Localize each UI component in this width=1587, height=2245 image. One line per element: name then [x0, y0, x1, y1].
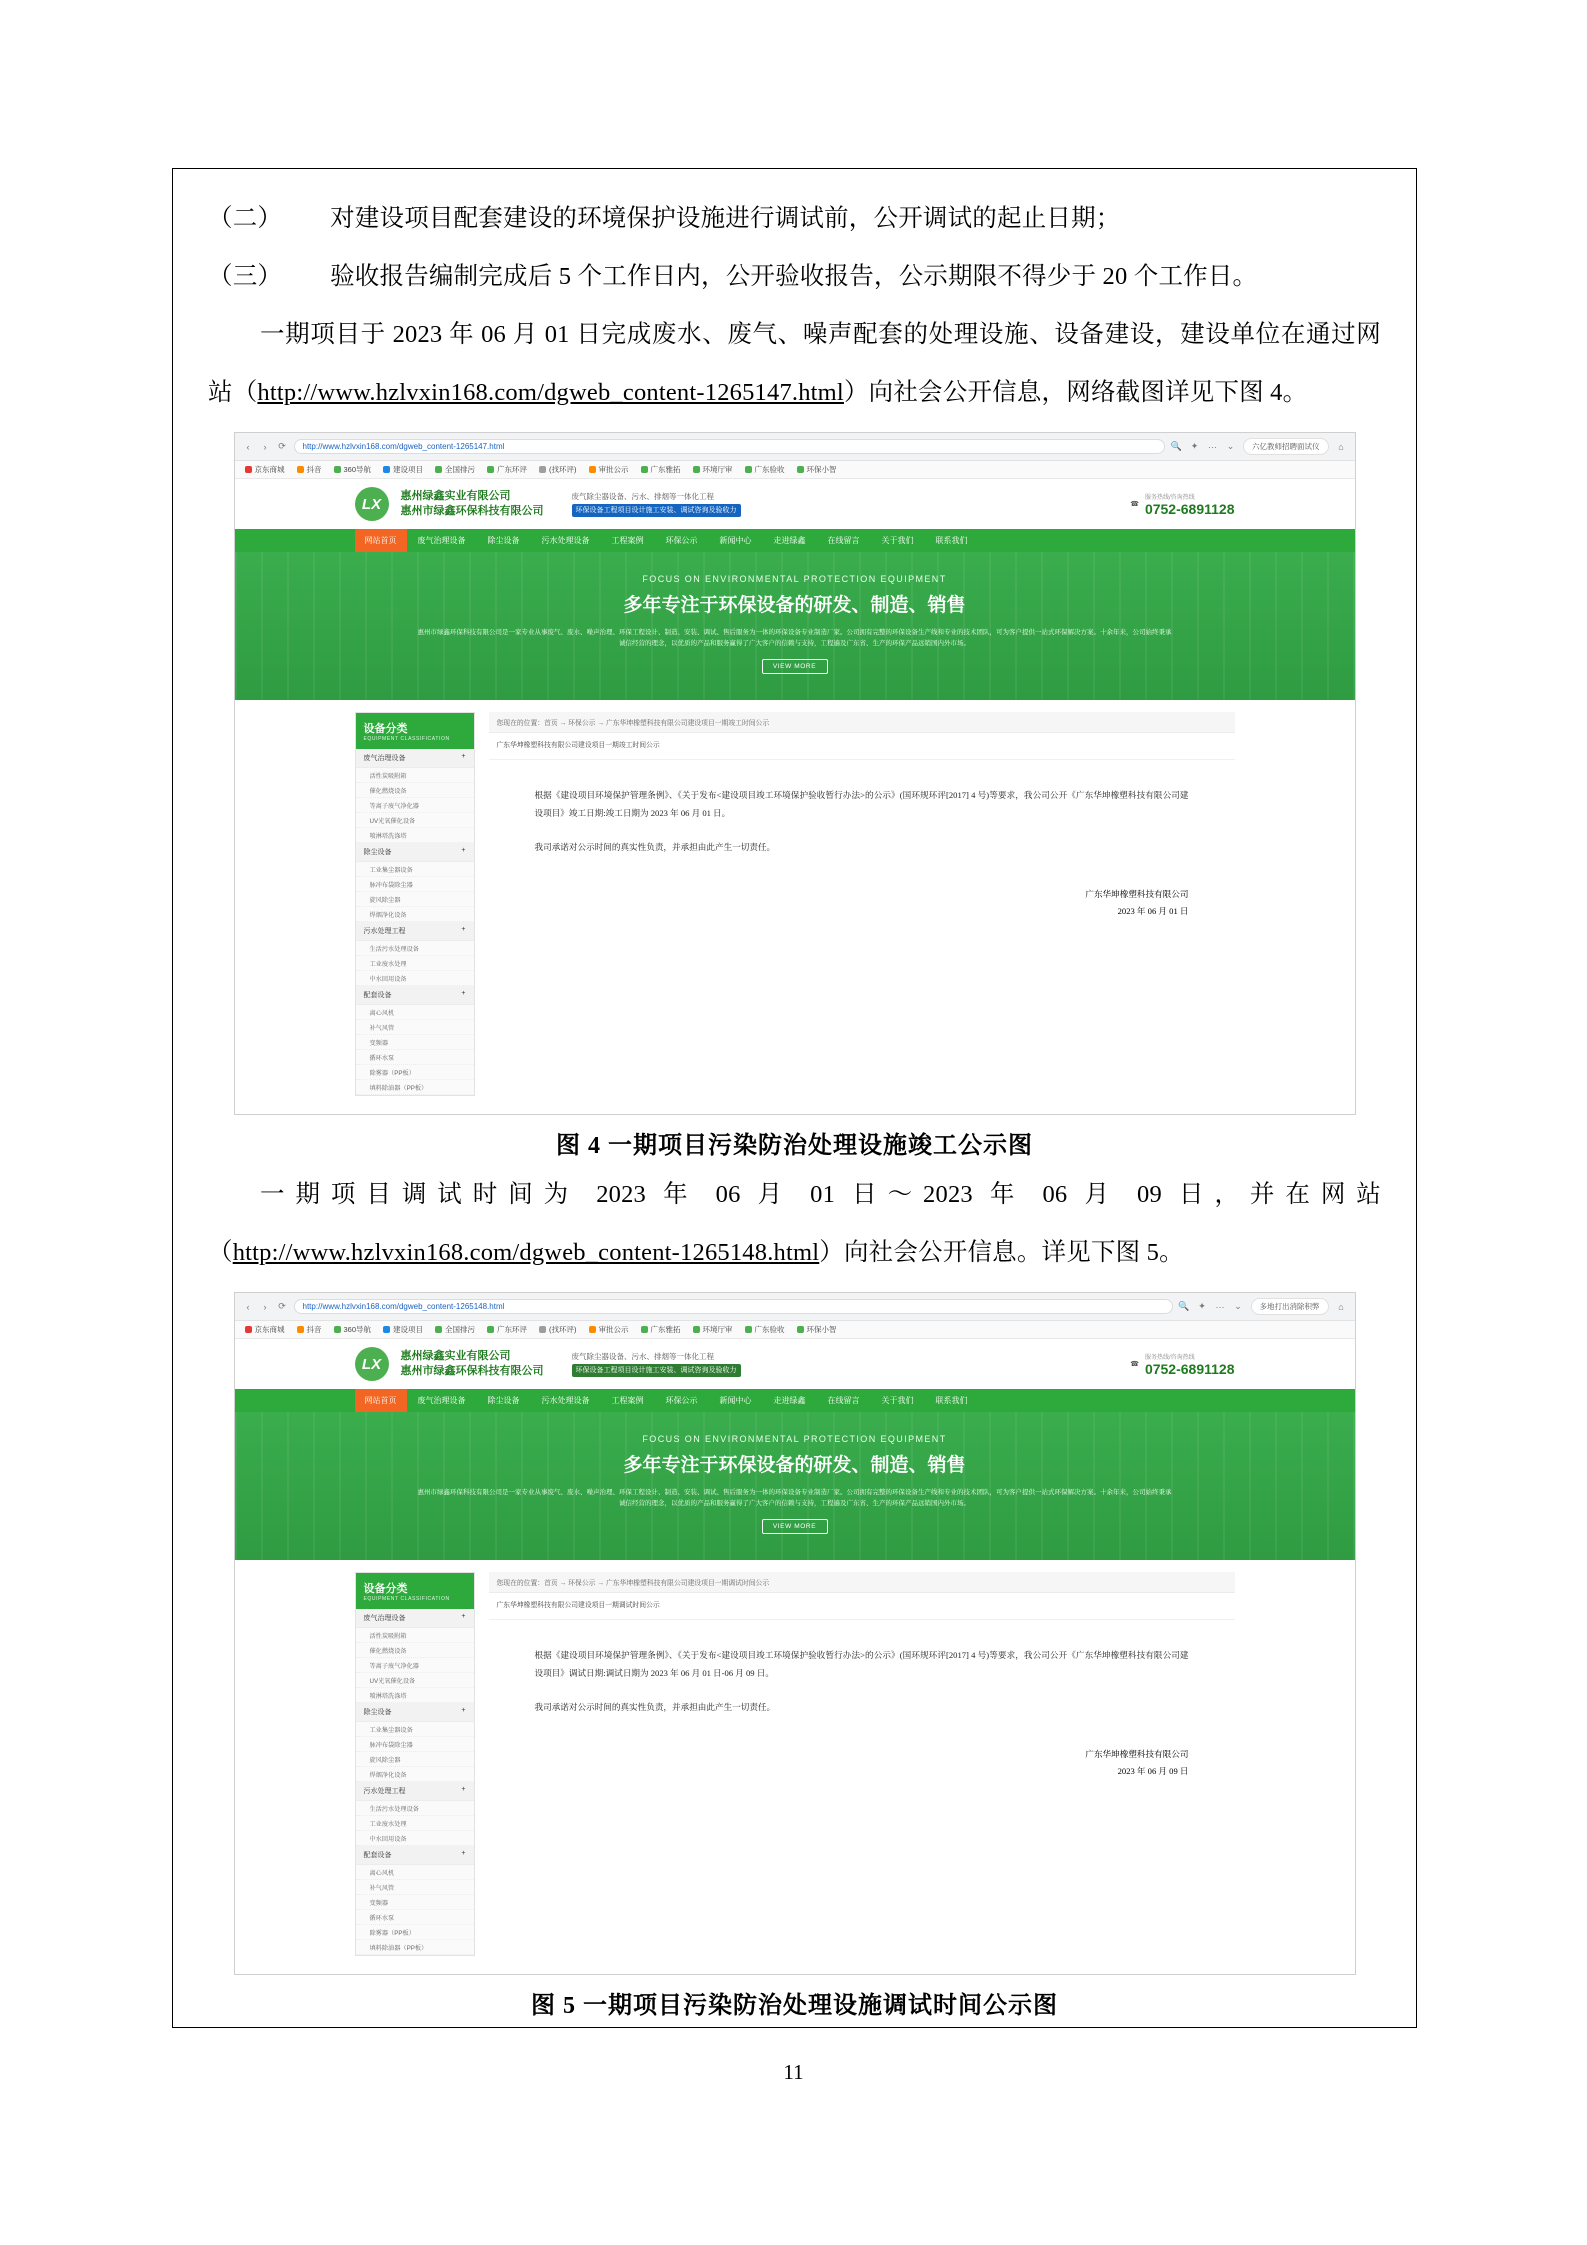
category-group[interactable]	[356, 843, 474, 862]
nav-item-8[interactable]: 关于我们	[881, 536, 914, 545]
nav-item-1[interactable]: 除尘设备	[487, 536, 520, 545]
bookmark-label: 广东环评	[497, 1325, 528, 1334]
site-header	[235, 479, 1355, 529]
category-sub-item[interactable]: 生活污水处理设备	[356, 1801, 474, 1816]
figure-5	[208, 1292, 1381, 1975]
category-title-sub: EQUIPMENT CLASSIFICATION	[363, 1596, 450, 1602]
bookmark-item[interactable]	[539, 1324, 577, 1335]
bookmark-label: (找环评)	[549, 1325, 577, 1334]
bookmark-favicon-icon	[539, 466, 546, 473]
bookmark-item[interactable]	[693, 464, 733, 475]
category-expand-icon: +	[461, 1613, 466, 1620]
phone-label: 服务热线/咨询热线	[1144, 1354, 1195, 1361]
category-sub-item[interactable]: 除雾器（PP板）	[356, 1065, 474, 1080]
category-sub-item[interactable]: 工业废水处理	[356, 1816, 474, 1831]
category-sub-item[interactable]: 除雾器（PP板）	[356, 1925, 474, 1940]
category-group[interactable]	[356, 922, 474, 941]
category-sub-item[interactable]: 补气风管	[356, 1880, 474, 1895]
category-expand-icon: +	[461, 753, 466, 760]
category-group-label: 污水处理工程	[363, 1788, 406, 1795]
toolbar-actions	[1171, 438, 1347, 455]
nav-item-3[interactable]: 工程案例	[611, 1396, 644, 1405]
toolbar-actions	[1179, 1298, 1347, 1315]
category-group[interactable]	[356, 1782, 474, 1801]
bookmark-label: 广东验收	[754, 465, 785, 474]
bookmark-label: 广东雅拓	[650, 465, 681, 474]
category-group[interactable]	[356, 749, 474, 768]
bookmark-label: 360导航	[343, 1325, 372, 1334]
category-sub-item[interactable]: 变频器	[356, 1895, 474, 1910]
bookmark-favicon-icon	[589, 1326, 596, 1333]
url-link-1265147[interactable]: http://www.hzlvxin168.com/dgweb_content-1265147.html	[257, 379, 844, 406]
nav-item-4[interactable]: 环保公示	[665, 1396, 698, 1405]
site-nav-1	[235, 529, 1355, 552]
announcement-body	[489, 1620, 1235, 1742]
bookmark-favicon-icon	[641, 1326, 648, 1333]
category-sub-item[interactable]: 催化燃烧设备	[356, 1643, 474, 1658]
bookmark-item[interactable]	[383, 464, 423, 475]
bookmark-label: (找环评)	[549, 465, 577, 474]
category-sub-item[interactable]: 填料除油器（PP板）	[356, 1080, 474, 1095]
category-sub-item[interactable]: 脉冲布袋除尘器	[356, 877, 474, 892]
category-sub-item[interactable]: 喷淋塔洗涤塔	[356, 828, 474, 843]
list-item	[208, 248, 1381, 306]
category-sub-item[interactable]: 等离子废气净化器	[356, 1658, 474, 1673]
company-logo-icon: LX	[355, 1347, 389, 1381]
nav-item-0[interactable]: 废气治理设备	[417, 536, 466, 545]
bookmark-item[interactable]	[589, 1324, 629, 1335]
company-name	[401, 1349, 544, 1379]
announcement-title: 广东华坤橡塑科技有限公司建设项目一期调试时间公示	[489, 1593, 1235, 1620]
paragraph-text-a: 一期项目调试时间为 2023 年 06 月 01 日～2023 年 06 月 09 日，并在网站（	[208, 1181, 1381, 1266]
bookmark-item[interactable]	[539, 464, 577, 475]
bookmark-label: 环境厅审	[702, 1325, 733, 1334]
category-sub-item[interactable]: 变频器	[356, 1035, 474, 1050]
category-group[interactable]	[356, 1609, 474, 1628]
announcement-signature	[489, 1742, 1235, 1806]
nav-item-8[interactable]: 关于我们	[881, 1396, 914, 1405]
category-sub-item[interactable]: UV光氧催化设备	[356, 813, 474, 828]
nav-item-6[interactable]: 走进绿鑫	[773, 1396, 806, 1405]
bookmark-item[interactable]	[297, 464, 322, 475]
company-name-line1: 惠州绿鑫实业有限公司	[400, 1350, 511, 1362]
nav-item-1[interactable]: 除尘设备	[487, 1396, 520, 1405]
category-sub-item[interactable]: 填料除油器（PP板）	[356, 1940, 474, 1955]
category-sub-item[interactable]: 工业集尘器设备	[356, 862, 474, 877]
bookmarks-bar-2	[235, 1321, 1355, 1339]
bookmark-item[interactable]	[641, 1324, 681, 1335]
announcement-area-2	[489, 1572, 1235, 1806]
category-sub-item[interactable]: 等离子废气净化器	[356, 798, 474, 813]
nav-item-2[interactable]: 污水处理设备	[541, 1396, 590, 1405]
category-sub-item[interactable]: UV光氧催化设备	[356, 1673, 474, 1688]
hero-view-more-button[interactable]: VIEW MORE	[762, 659, 828, 674]
bookmark-label: 审批公示	[598, 465, 629, 474]
address-bar[interactable]: http://www.hzlvxin168.com/dgweb_content-1265147.html	[294, 439, 1166, 454]
header-tagline-line1: 废气除尘器设备、污水、排烟等一体化工程	[571, 492, 714, 501]
bookmark-favicon-icon	[383, 466, 390, 473]
category-sub-item[interactable]: 脉冲布袋除尘器	[356, 1737, 474, 1752]
list-item-text: 对建设项目配套建设的环境保护设施进行调试前，公开调试的起止日期；	[330, 205, 1121, 232]
category-sub-item[interactable]: 喷淋塔洗涤塔	[356, 1688, 474, 1703]
star-icon[interactable]: ✦	[1198, 1301, 1206, 1311]
bookmark-label: 建设项目	[393, 1325, 424, 1334]
category-title-text: 设备分类	[363, 723, 408, 735]
chevron-down-icon[interactable]: ⌄	[1226, 441, 1235, 451]
nav-item-home[interactable]: 网站首页	[355, 1389, 407, 1412]
bookmark-item[interactable]	[383, 1324, 423, 1335]
list-item-marker: （三）	[208, 263, 283, 290]
header-tagline	[572, 491, 741, 517]
category-group[interactable]	[356, 1846, 474, 1865]
category-expand-icon: +	[461, 990, 466, 997]
bookmark-favicon-icon	[797, 466, 804, 473]
hero-banner-2	[235, 1412, 1355, 1560]
bookmark-item[interactable]	[797, 464, 837, 475]
bookmark-item[interactable]	[297, 1324, 322, 1335]
bookmark-item[interactable]	[745, 1324, 785, 1335]
nav-item-9[interactable]: 联系我们	[935, 1396, 968, 1405]
bookmark-label: 抖音	[306, 465, 322, 474]
browser-window-1	[234, 432, 1356, 1115]
bookmark-favicon-icon	[641, 466, 648, 473]
category-sub-item[interactable]: 工业集尘器设备	[356, 1722, 474, 1737]
category-sub-item[interactable]: 补气风管	[356, 1020, 474, 1035]
announcement-signature	[489, 882, 1235, 946]
announcement-paragraph-2: 我司承诺对公示时间的真实性负责，并承担由此产生一切责任。	[534, 1702, 776, 1712]
bookmark-item[interactable]	[641, 464, 681, 475]
home-icon[interactable]: ⌂	[1338, 441, 1344, 452]
category-group[interactable]	[356, 986, 474, 1005]
site-header	[235, 1339, 1355, 1389]
header-phone	[1130, 1352, 1234, 1377]
category-sub-item[interactable]: 焊烟净化设备	[356, 907, 474, 922]
category-sub-item[interactable]: 中水回用设备	[356, 971, 474, 986]
back-icon[interactable]: ‹	[246, 441, 250, 452]
bookmark-label: 审批公示	[598, 1325, 629, 1334]
breadcrumb: 您现在的位置：首页 → 环保公示 → 广东华坤橡塑科技有限公司建设项目一期竣工时间公示	[489, 712, 1235, 733]
site-body-1	[235, 700, 1355, 1114]
page-content	[180, 176, 1409, 2026]
list-item	[208, 190, 1381, 248]
bookmark-label: 360导航	[343, 465, 372, 474]
signature-company: 广东华坤橡塑科技有限公司	[1085, 889, 1189, 899]
hero-kicker: FOCUS ON ENVIRONMENTAL PROTECTION EQUIPMENT	[642, 574, 947, 584]
bookmark-favicon-icon	[589, 466, 596, 473]
phone-icon: ☎	[1130, 501, 1139, 508]
bookmark-favicon-icon	[297, 466, 304, 473]
category-sub-item[interactable]: 旋风除尘器	[356, 892, 474, 907]
bookmark-favicon-icon	[334, 1326, 341, 1333]
bookmark-label: 建设项目	[393, 465, 424, 474]
hero-banner-1	[235, 552, 1355, 700]
bookmark-label: 环保小智	[806, 465, 837, 474]
list-item-marker: （二）	[208, 205, 283, 232]
bookmark-label: 京东商城	[254, 465, 285, 474]
category-sub-item[interactable]: 循环水泵	[356, 1910, 474, 1925]
category-sub-item[interactable]: 焊烟净化设备	[356, 1767, 474, 1782]
nav-item-2[interactable]: 污水处理设备	[541, 536, 590, 545]
bookmark-favicon-icon	[487, 1326, 494, 1333]
category-sub-item[interactable]: 工业废水处理	[356, 956, 474, 971]
bookmark-favicon-icon	[334, 466, 341, 473]
nav-item-5[interactable]: 新闻中心	[719, 536, 752, 545]
browser-search-box[interactable]: 六亿教师招聘面试仪	[1243, 438, 1329, 455]
address-bar[interactable]: http://www.hzlvxin168.com/dgweb_content-1265148.html	[294, 1299, 1173, 1314]
category-title-sub: EQUIPMENT CLASSIFICATION	[363, 736, 450, 742]
paragraph-text-b: ）向社会公开信息，网络截图详见下图 4。	[843, 379, 1308, 406]
bookmarks-bar-1	[235, 461, 1355, 479]
forward-icon[interactable]: ›	[263, 1301, 267, 1312]
chevron-down-icon[interactable]: ⌄	[1234, 1301, 1242, 1311]
menu-icon[interactable]: ···	[1215, 1301, 1225, 1312]
header-tagline-line1: 废气除尘器设备、污水、排烟等一体化工程	[571, 1352, 714, 1361]
category-sub-item[interactable]: 活性炭吸附箱	[356, 768, 474, 783]
page-number: 11	[783, 2060, 804, 2084]
site-nav-2	[235, 1389, 1355, 1412]
category-sub-item[interactable]: 催化燃烧设备	[356, 783, 474, 798]
hero-kicker: FOCUS ON ENVIRONMENTAL PROTECTION EQUIPMENT	[642, 1434, 947, 1444]
category-sub-item[interactable]: 活性炭吸附箱	[356, 1628, 474, 1643]
bookmark-favicon-icon	[797, 1326, 804, 1333]
website-content-1	[235, 479, 1355, 1114]
category-group[interactable]	[356, 1703, 474, 1722]
bookmark-item[interactable]	[797, 1324, 837, 1335]
reload-icon[interactable]: ⟳	[278, 1301, 286, 1311]
phone-label: 服务热线/咨询热线	[1144, 494, 1195, 501]
bookmark-label: 京东商城	[254, 1325, 285, 1334]
nav-item-6[interactable]: 走进绿鑫	[773, 536, 806, 545]
category-expand-icon: +	[461, 1707, 466, 1714]
nav-item-0[interactable]: 废气治理设备	[417, 1396, 466, 1405]
category-sidebar-title	[356, 713, 474, 749]
bookmark-label: 环境厅审	[702, 465, 733, 474]
forward-icon[interactable]: ›	[263, 441, 267, 452]
company-name-line1: 惠州绿鑫实业有限公司	[400, 490, 511, 502]
category-expand-icon: +	[461, 926, 466, 933]
header-badge: 环保设备工程项目设计施工安装、调试咨询及验收力	[572, 504, 741, 517]
back-icon[interactable]: ‹	[246, 1301, 250, 1312]
category-sub-item[interactable]: 旋风除尘器	[356, 1752, 474, 1767]
category-group-label: 废气治理设备	[363, 1615, 406, 1622]
category-sidebar-1	[355, 712, 475, 1096]
nav-item-5[interactable]: 新闻中心	[719, 1396, 752, 1405]
bookmark-item[interactable]	[435, 464, 475, 475]
nav-item-7[interactable]: 在线留言	[827, 1396, 860, 1405]
company-name-line2: 惠州市绿鑫环保科技有限公司	[400, 505, 544, 517]
nav-item-7[interactable]: 在线留言	[827, 536, 860, 545]
browser-search-box[interactable]: 多地打出消除积弊	[1251, 1298, 1329, 1315]
bookmark-favicon-icon	[539, 1326, 546, 1333]
bookmark-label: 抖音	[306, 1325, 322, 1334]
category-group-label: 除尘设备	[363, 1709, 392, 1716]
bookmark-item[interactable]	[334, 464, 372, 475]
search-icon[interactable]: 🔍	[1170, 441, 1183, 451]
menu-icon[interactable]: ···	[1208, 441, 1217, 452]
signature-company: 广东华坤橡塑科技有限公司	[1085, 1749, 1189, 1759]
figure-5-caption: 图 5 一期项目污染防治处理设施调试时间公示图	[531, 1993, 1058, 2019]
reload-icon[interactable]: ⟳	[278, 441, 286, 451]
announcement-area-1	[489, 712, 1235, 946]
figure-4	[208, 432, 1381, 1115]
breadcrumb: 您现在的位置：首页 → 环保公示 → 广东华坤橡塑科技有限公司建设项目一期调试时间公示	[489, 1572, 1235, 1593]
signature-date: 2023 年 06 月 09 日	[1117, 1766, 1189, 1776]
paragraph-figure4-intro	[208, 306, 1381, 422]
category-expand-icon: +	[461, 1786, 466, 1793]
bookmark-item[interactable]	[245, 464, 285, 475]
category-sidebar-title	[356, 1573, 474, 1609]
category-group-label: 配套设备	[363, 1852, 392, 1859]
category-sidebar-2	[355, 1572, 475, 1956]
nav-item-home[interactable]: 网站首页	[355, 529, 407, 552]
figure-4-caption: 图 4 一期项目污染防治处理设施竣工公示图	[556, 1133, 1033, 1159]
company-name	[401, 489, 544, 519]
home-icon[interactable]: ⌂	[1338, 1301, 1344, 1312]
search-icon[interactable]: 🔍	[1178, 1301, 1190, 1311]
header-phone	[1130, 492, 1234, 517]
bookmark-favicon-icon	[435, 466, 442, 473]
bookmark-item[interactable]	[487, 464, 527, 475]
category-sub-item[interactable]: 循环水泵	[356, 1050, 474, 1065]
browser-toolbar-1	[235, 433, 1355, 461]
category-group-label: 污水处理工程	[363, 928, 406, 935]
hero-description: 惠州市绿鑫环保科技有限公司是一家专业从事废气、废水、噪声治理、环保工程设计、制造、安装、调试、售后服务为一体的环保设备专业制造厂家。公司拥有完整的环保设备生产线和专业的技术团队，可为客户提供一站式环保解决方案。十余年来，公司始终秉承诚信经营的理念，以优质的产品和服务赢得了广大客户的信赖与支持，工程遍及广东省、生产的环保产品远销国内外市场。	[417, 1489, 1172, 1507]
bookmark-favicon-icon	[693, 1326, 700, 1333]
category-group-label: 除尘设备	[363, 849, 392, 856]
category-title-text: 设备分类	[363, 1583, 408, 1595]
bookmark-favicon-icon	[745, 466, 752, 473]
url-link-1265148[interactable]: http://www.hzlvxin168.com/dgweb_content-1265148.html	[232, 1239, 820, 1266]
phone-block	[1145, 492, 1235, 517]
bookmark-item[interactable]	[245, 1324, 285, 1335]
hero-title: 多年专注于环保设备的研发、制造、销售	[623, 1455, 966, 1476]
announcement-body	[489, 760, 1235, 882]
site-body-2	[235, 1560, 1355, 1974]
bookmark-favicon-icon	[745, 1326, 752, 1333]
bookmark-favicon-icon	[693, 466, 700, 473]
bookmark-item[interactable]	[334, 1324, 372, 1335]
announcement-paragraph-1: 根据《建设项目环境保护管理条例》、《关于发布<建设项目竣工环境保护验收暂行办法>的公示》(国环规环评[2017] 4 号)等要求，我公司公开《广东华坤橡塑科技有限公司建设项目》调试日期:调试日期为 2023 年 06 月 01 日-06 月 09 日。	[534, 1650, 1189, 1678]
paragraph-figure5-intro	[208, 1166, 1381, 1282]
signature-date: 2023 年 06 月 01 日	[1117, 906, 1189, 916]
header-badge: 环保设备工程项目设计施工安装、调试咨询及验收力	[572, 1364, 741, 1377]
header-tagline	[572, 1351, 741, 1377]
company-name-line2: 惠州市绿鑫环保科技有限公司	[400, 1365, 544, 1377]
nav-item-9[interactable]: 联系我们	[935, 536, 968, 545]
bookmark-label: 全国排污	[445, 465, 476, 474]
bookmark-favicon-icon	[297, 1326, 304, 1333]
nav-item-4[interactable]: 环保公示	[665, 536, 698, 545]
bookmark-label: 全国排污	[445, 1325, 476, 1334]
bookmark-item[interactable]	[589, 464, 629, 475]
category-sub-item[interactable]: 中水回用设备	[356, 1831, 474, 1846]
phone-number: 0752-6891128	[1144, 500, 1235, 517]
phone-block	[1145, 1352, 1235, 1377]
bookmark-label: 广东雅拓	[650, 1325, 681, 1334]
bookmark-label: 广东验收	[754, 1325, 785, 1334]
paragraph-text-b: ）向社会公开信息。详见下图 5。	[819, 1239, 1184, 1266]
bookmark-favicon-icon	[435, 1326, 442, 1333]
category-expand-icon: +	[461, 1850, 466, 1857]
browser-toolbar-2	[235, 1293, 1355, 1321]
phone-number: 0752-6891128	[1144, 1360, 1235, 1377]
phone-icon: ☎	[1130, 1361, 1139, 1368]
announcement-title: 广东华坤橡塑科技有限公司建设项目一期竣工时间公示	[489, 733, 1235, 760]
bookmark-label: 广东环评	[497, 465, 528, 474]
bookmark-favicon-icon	[383, 1326, 390, 1333]
category-sub-item[interactable]: 离心风机	[356, 1865, 474, 1880]
announcement-paragraph-2: 我司承诺对公示时间的真实性负责，并承担由此产生一切责任。	[534, 842, 776, 852]
category-sub-item[interactable]: 生活污水处理设备	[356, 941, 474, 956]
bookmark-favicon-icon	[245, 466, 252, 473]
bookmark-item[interactable]	[745, 464, 785, 475]
company-logo-icon: LX	[355, 487, 389, 521]
paragraph-text-a: 一期项目于 2023 年 06 月 01 日完成废水、废气、噪声配套的处理设施、设备建设，建设单位在通过网站（	[208, 321, 1381, 406]
bookmark-favicon-icon	[487, 466, 494, 473]
bookmark-label: 环保小智	[806, 1325, 837, 1334]
list-item-text: 验收报告编制完成后 5 个工作日内，公开验收报告，公示期限不得少于 20 个工作日。	[330, 263, 1258, 290]
hero-description: 惠州市绿鑫环保科技有限公司是一家专业从事废气、废水、噪声治理、环保工程设计、制造、安装、调试、售后服务为一体的环保设备专业制造厂家。公司拥有完整的环保设备生产线和专业的技术团队，可为客户提供一站式环保解决方案。十余年来，公司始终秉承诚信经营的理念，以优质的产品和服务赢得了广大客户的信赖与支持，工程遍及广东省、生产的环保产品远销国内外市场。	[417, 629, 1172, 647]
hero-title: 多年专注于环保设备的研发、制造、销售	[623, 595, 966, 616]
category-sub-item[interactable]: 离心风机	[356, 1005, 474, 1020]
bookmark-item[interactable]	[693, 1324, 733, 1335]
category-group-label: 废气治理设备	[363, 755, 406, 762]
category-group-label: 配套设备	[363, 992, 392, 999]
bookmark-item[interactable]	[487, 1324, 527, 1335]
hero-view-more-button[interactable]: VIEW MORE	[762, 1519, 828, 1534]
announcement-paragraph-1: 根据《建设项目环境保护管理条例》、《关于发布<建设项目竣工环境保护验收暂行办法>的公示》(国环规环评[2017] 4 号)等要求，我公司公开《广东华坤橡塑科技有限公司建设项目》竣工日期:竣工日期为 2023 年 06 月 01 日。	[534, 790, 1189, 818]
star-icon[interactable]: ✦	[1190, 441, 1199, 451]
bookmark-favicon-icon	[245, 1326, 252, 1333]
nav-item-3[interactable]: 工程案例	[611, 536, 644, 545]
website-content-2	[235, 1339, 1355, 1974]
browser-window-2	[234, 1292, 1356, 1975]
category-expand-icon: +	[461, 847, 466, 854]
bookmark-item[interactable]	[435, 1324, 475, 1335]
